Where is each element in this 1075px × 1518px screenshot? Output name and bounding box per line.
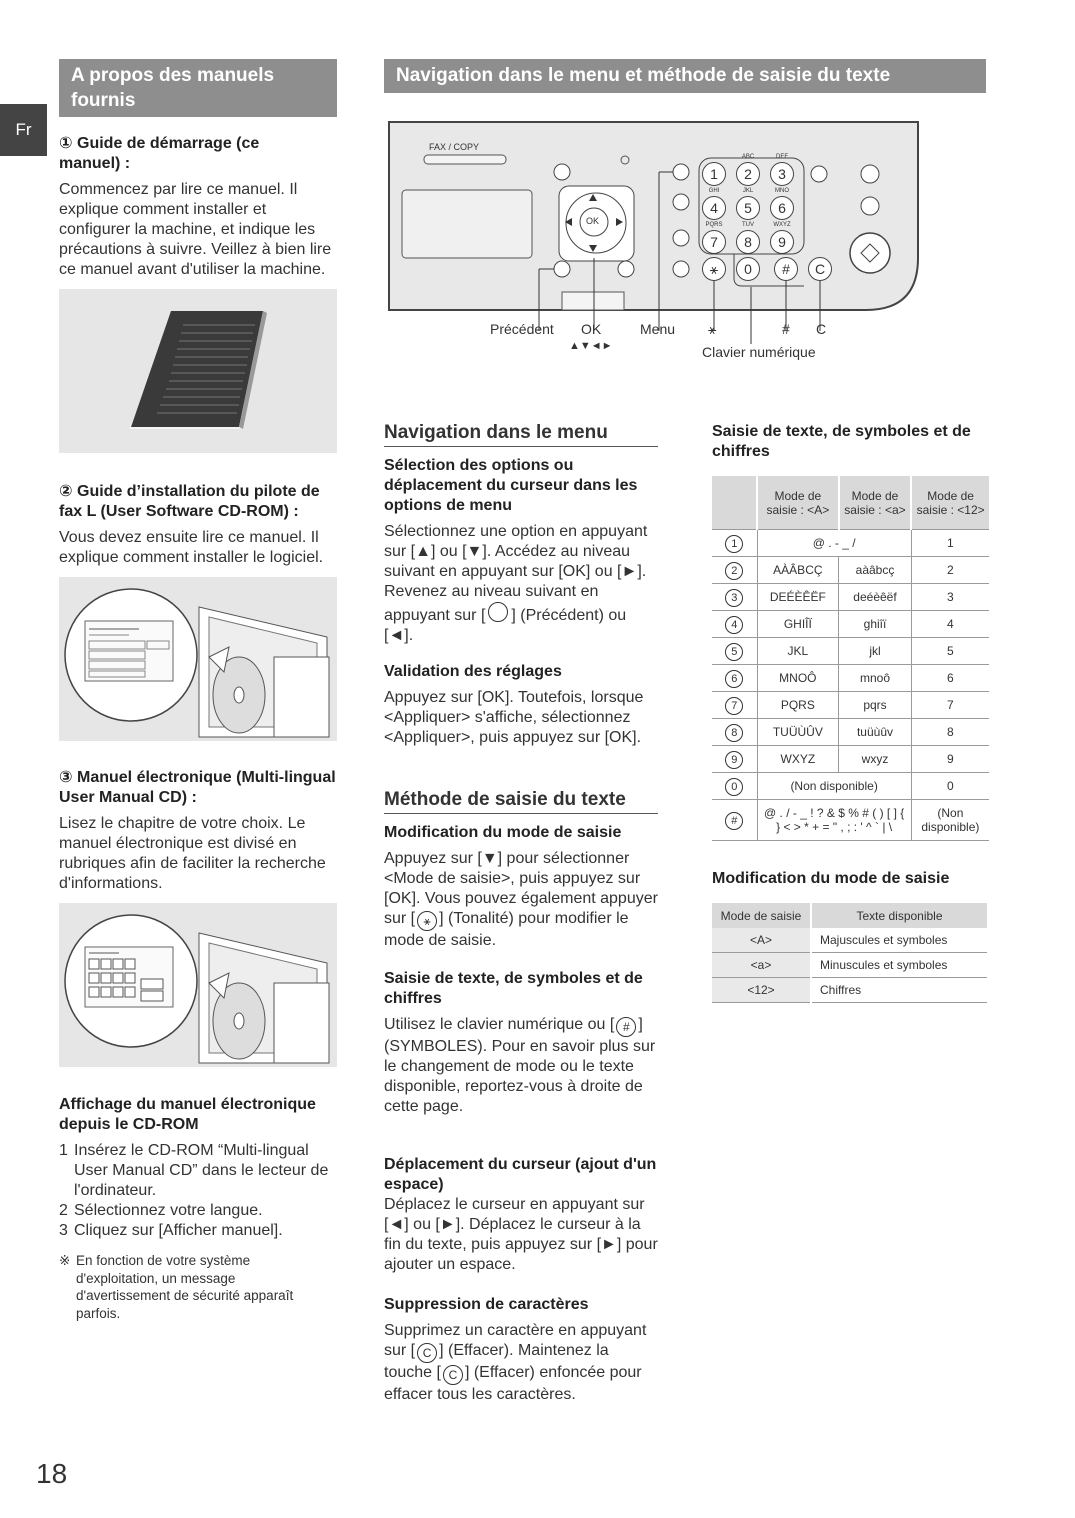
key-7[interactable]: 7 PQRS xyxy=(702,230,726,254)
control-panel-diagram xyxy=(384,118,986,366)
step-1-number: 1 xyxy=(59,1142,68,1159)
page-number: 18 xyxy=(36,1458,68,1489)
row-key xyxy=(712,746,757,773)
mode-cell: <12> xyxy=(712,978,811,1003)
input-text-b: ] (SYMBOLES). Pour en savoir plus sur le changement de mode ou le texte disponible, reportez-vous à droite de cette page. xyxy=(384,1016,656,1115)
electronic-manual-illustration xyxy=(59,903,337,1067)
row-num: 3 xyxy=(911,584,989,611)
row-lower: aàâbcç xyxy=(839,557,912,584)
row-num: 1 xyxy=(911,530,989,557)
language-tab: Fr xyxy=(0,104,47,156)
table-row xyxy=(712,692,989,719)
section-banner-navigation: Navigation dans le menu et méthode de saisie du texte xyxy=(384,59,986,93)
clear-key-icon-2: C xyxy=(443,1365,463,1385)
mode-change-text xyxy=(384,849,658,951)
row-lower: pqrs xyxy=(839,692,912,719)
label-menu: Menu xyxy=(640,321,676,337)
label-hash: # xyxy=(782,321,790,337)
row-lower: deéèêëf xyxy=(839,584,912,611)
step-1 xyxy=(59,1141,341,1201)
key-hash-icon: # xyxy=(725,812,743,830)
mode-cell: <A> xyxy=(712,928,811,953)
key-3[interactable]: 3 DEF xyxy=(770,162,794,186)
mode-table xyxy=(712,903,987,1003)
row-num: 0 xyxy=(911,773,989,800)
display-manual-title: Affichage du manuel électronique depuis le CD-ROM xyxy=(59,1096,316,1133)
input-text-a: Utilisez le clavier numérique ou [ xyxy=(384,1016,615,1033)
selection-text xyxy=(384,522,658,646)
key-0[interactable]: 0 xyxy=(736,257,760,281)
row-chars: @ . / - _ ! ? & $ % # ( ) [ ] { } < > * + = " , ; : ' ^ ` | \ xyxy=(757,800,911,841)
manual-booklet-illustration xyxy=(59,289,337,453)
key-hash[interactable]: # xyxy=(774,257,798,281)
row-num: 5 xyxy=(911,638,989,665)
key-9-icon: 9 xyxy=(725,751,743,769)
guide-3-title-text: Manuel électronique (Multi-lingual User Manual CD) : xyxy=(59,769,336,806)
row-num: 9 xyxy=(911,746,989,773)
guide-1-title-text: Guide de démarrage (ce manuel) : xyxy=(59,135,260,172)
delete-text-a: Supprimez un caractère en appuyant sur [ xyxy=(384,1322,647,1359)
row-key xyxy=(712,557,757,584)
key-4-icon: 4 xyxy=(725,616,743,634)
circled-number-3: ③ xyxy=(59,769,73,786)
row-upper: GHIÎÏ xyxy=(757,611,839,638)
row-num: 8 xyxy=(911,719,989,746)
row-lower: jkl xyxy=(839,638,912,665)
validation-text: Appuyez sur [OK]. Toutefois, lorsque <Appliquer> s'affiche, sélectionnez <Appliquer>, puis appuyez sur [OK]. xyxy=(384,689,644,746)
key-6-icon: 6 xyxy=(725,670,743,688)
row-num: (Non disponible) xyxy=(911,800,989,841)
guide-2-description: Vous devez ensuite lire ce manuel. Il explique comment installer le logiciel. xyxy=(59,529,324,566)
char-table-title: Saisie de texte, de symboles et de chiffres xyxy=(712,423,971,460)
header-key xyxy=(712,476,757,530)
step-2-number: 2 xyxy=(59,1202,68,1219)
key-5-icon: 5 xyxy=(725,643,743,661)
table-row xyxy=(712,800,989,841)
row-chars: (Non disponible) xyxy=(757,773,911,800)
row-chars: @ . - _ / xyxy=(757,530,911,557)
character-table xyxy=(712,476,989,841)
clear-key-icon: C xyxy=(417,1343,437,1363)
row-key xyxy=(712,530,757,557)
step-3-number: 3 xyxy=(59,1222,68,1239)
selection-text-a: Sélectionnez une option en appuyant sur [▲] ou [▼]. Accédez au niveau suivant en appuyant sur [OK] ou [►]. Revenez au niveau suivant en appuyant sur [ xyxy=(384,523,648,624)
text-cell: Minuscules et symboles xyxy=(811,953,987,978)
label-ok: OK xyxy=(581,321,602,337)
table-row xyxy=(712,978,987,1003)
row-key xyxy=(712,773,757,800)
delete-text xyxy=(384,1321,658,1405)
header-mode: Mode de saisie xyxy=(712,903,811,928)
label-star: ⚹ xyxy=(708,321,717,337)
row-lower: tuüùûv xyxy=(839,719,912,746)
label-precedent: Précédent xyxy=(490,321,554,337)
key-c[interactable]: C xyxy=(808,257,832,281)
tone-key-icon: ⚹ xyxy=(417,911,437,931)
key-8-icon: 8 xyxy=(725,724,743,742)
row-num: 7 xyxy=(911,692,989,719)
key-star[interactable]: ⚹ xyxy=(702,257,726,281)
row-upper: MNOÔ xyxy=(757,665,839,692)
guide-1-title xyxy=(59,134,299,174)
key-0-icon: 0 xyxy=(725,778,743,796)
table-row xyxy=(712,773,989,800)
key-3-icon: 3 xyxy=(725,589,743,607)
selection-subtitle: Sélection des options ou déplacement du curseur dans les options de menu xyxy=(384,457,638,514)
row-num: 4 xyxy=(911,611,989,638)
text-input-heading: Méthode de saisie du texte xyxy=(384,788,658,814)
table-row xyxy=(712,557,989,584)
key-4[interactable]: 4 GHI xyxy=(702,196,726,220)
mode-change-text-b: ] (Tonalité) pour modifier le mode de saisie. xyxy=(384,910,629,949)
row-key xyxy=(712,611,757,638)
fax-copy-label: FAX / COPY xyxy=(429,142,480,152)
row-lower: mnoô xyxy=(839,665,912,692)
cd-rom-install-illustration xyxy=(59,577,337,741)
key-5[interactable]: 5 JKL xyxy=(736,196,760,220)
key-1[interactable]: 1 xyxy=(702,162,726,186)
label-c: C xyxy=(816,321,827,337)
table-row xyxy=(712,719,989,746)
row-upper: PQRS xyxy=(757,692,839,719)
row-upper: JKL xyxy=(757,638,839,665)
security-note xyxy=(59,1252,321,1322)
table-row xyxy=(712,638,989,665)
note-mark-icon: ※ xyxy=(59,1253,71,1268)
ok-key-label: OK xyxy=(586,216,600,226)
guide-2-title-text: Guide d’installation du pilote de fax L (User Software CD-ROM) : xyxy=(59,483,320,520)
row-upper: AÀÂBCÇ xyxy=(757,557,839,584)
table-header-row xyxy=(712,903,987,928)
row-lower: wxyz xyxy=(839,746,912,773)
input-text xyxy=(384,1015,658,1117)
row-upper: DEÉÈÊËF xyxy=(757,584,839,611)
header-mode-upper: Mode de saisie : <A> xyxy=(757,476,839,530)
circled-number-2: ② xyxy=(59,483,73,500)
header-mode-lower: Mode de saisie : <a> xyxy=(839,476,912,530)
text-cell: Majuscules et symboles xyxy=(811,928,987,953)
step-3 xyxy=(59,1221,341,1241)
key-6[interactable]: 6 MNO xyxy=(770,196,794,220)
table-row xyxy=(712,928,987,953)
row-key xyxy=(712,665,757,692)
guide-3-description: Lisez le chapitre de votre choix. Le manuel électronique est divisé en rubriques afin de faciliter la recherche d'informations. xyxy=(59,815,326,892)
display-manual-steps xyxy=(59,1141,341,1241)
row-key xyxy=(712,638,757,665)
key-1-icon: 1 xyxy=(725,535,743,553)
delete-text-c: ] (Effacer) enfoncée pour effacer tous les caractères. xyxy=(384,1364,642,1403)
row-num: 2 xyxy=(911,557,989,584)
text-cell: Chiffres xyxy=(811,978,987,1003)
symbols-key-icon: # xyxy=(616,1017,636,1037)
step-2-text: Sélectionnez votre langue. xyxy=(74,1202,263,1219)
table-row xyxy=(712,611,989,638)
header-mode-num: Mode de saisie : <12> xyxy=(911,476,989,530)
table-header-row xyxy=(712,476,989,530)
table-row xyxy=(712,746,989,773)
mode-cell: <a> xyxy=(712,953,811,978)
key-8[interactable]: 8 TUV xyxy=(736,230,760,254)
input-subtitle: Saisie de texte, de symboles et de chiffres xyxy=(384,970,643,1007)
delete-text-b: ] (Effacer). Maintenez la touche [ xyxy=(384,1342,609,1381)
label-arrows: ▲▼◄► xyxy=(569,340,613,352)
row-key xyxy=(712,719,757,746)
mode-change-text-a: Appuyez sur [▼] pour sélectionner <Mode de saisie>, puis appuyez sur [OK]. Vous pouvez également appuyer sur [ xyxy=(384,850,658,927)
row-upper: WXYZ xyxy=(757,746,839,773)
security-note-text: En fonction de votre système d'exploitation, un message d'avertissement de sécurité apparaît parfois. xyxy=(76,1253,294,1321)
row-key xyxy=(712,692,757,719)
table-row xyxy=(712,665,989,692)
row-key xyxy=(712,584,757,611)
key-2-icon: 2 xyxy=(725,562,743,580)
row-key xyxy=(712,800,757,841)
step-2 xyxy=(59,1201,341,1221)
row-upper: TUÜÙÛV xyxy=(757,719,839,746)
mode-change-subtitle: Modification du mode de saisie xyxy=(384,824,622,841)
label-clavier: Clavier numérique xyxy=(702,344,816,360)
table-row xyxy=(712,953,987,978)
delete-subtitle: Suppression de caractères xyxy=(384,1296,589,1313)
key-7-icon: 7 xyxy=(725,697,743,715)
cursor-text: Déplacez le curseur en appuyant sur [◄] ou [►]. Déplacez le curseur à la fin du texte, puis appuyez sur [►] pour ajouter un espace. xyxy=(384,1196,658,1273)
key-9[interactable]: 9 WXYZ xyxy=(770,230,794,254)
header-text: Texte disponible xyxy=(811,903,987,928)
table-row xyxy=(712,530,989,557)
guide-2-title xyxy=(59,482,341,522)
guide-1-description: Commencez par lire ce manuel. Il explique comment installer et configurer la machine, et indique les précautions à suivre. Veillez à bien lire ce manuel avant d'utiliser la machine. xyxy=(59,181,332,278)
row-lower: ghiîï xyxy=(839,611,912,638)
nav-menu-heading: Navigation dans le menu xyxy=(384,421,658,447)
row-num: 6 xyxy=(911,665,989,692)
validation-subtitle: Validation des réglages xyxy=(384,663,562,680)
guide-3-title xyxy=(59,768,341,808)
numeric-keypad[interactable] xyxy=(702,154,802,254)
back-button-icon xyxy=(488,602,508,622)
table-row xyxy=(712,584,989,611)
step-3-text: Cliquez sur [Afficher manuel]. xyxy=(74,1222,283,1239)
selection-text-b: ] (Précédent) ou [◄]. xyxy=(384,607,627,644)
step-1-text: Insérez le CD-ROM “Multi-lingual User Manual CD” dans le lecteur de l'ordinateur. xyxy=(74,1142,329,1199)
key-2[interactable]: 2 ABC xyxy=(736,162,760,186)
circled-number-1: ① xyxy=(59,135,73,152)
mode-table-title: Modification du mode de saisie xyxy=(712,870,950,887)
cursor-subtitle: Déplacement du curseur (ajout d'un espace) xyxy=(384,1156,657,1193)
section-banner-manuals: A propos des manuels fournis xyxy=(59,59,337,117)
